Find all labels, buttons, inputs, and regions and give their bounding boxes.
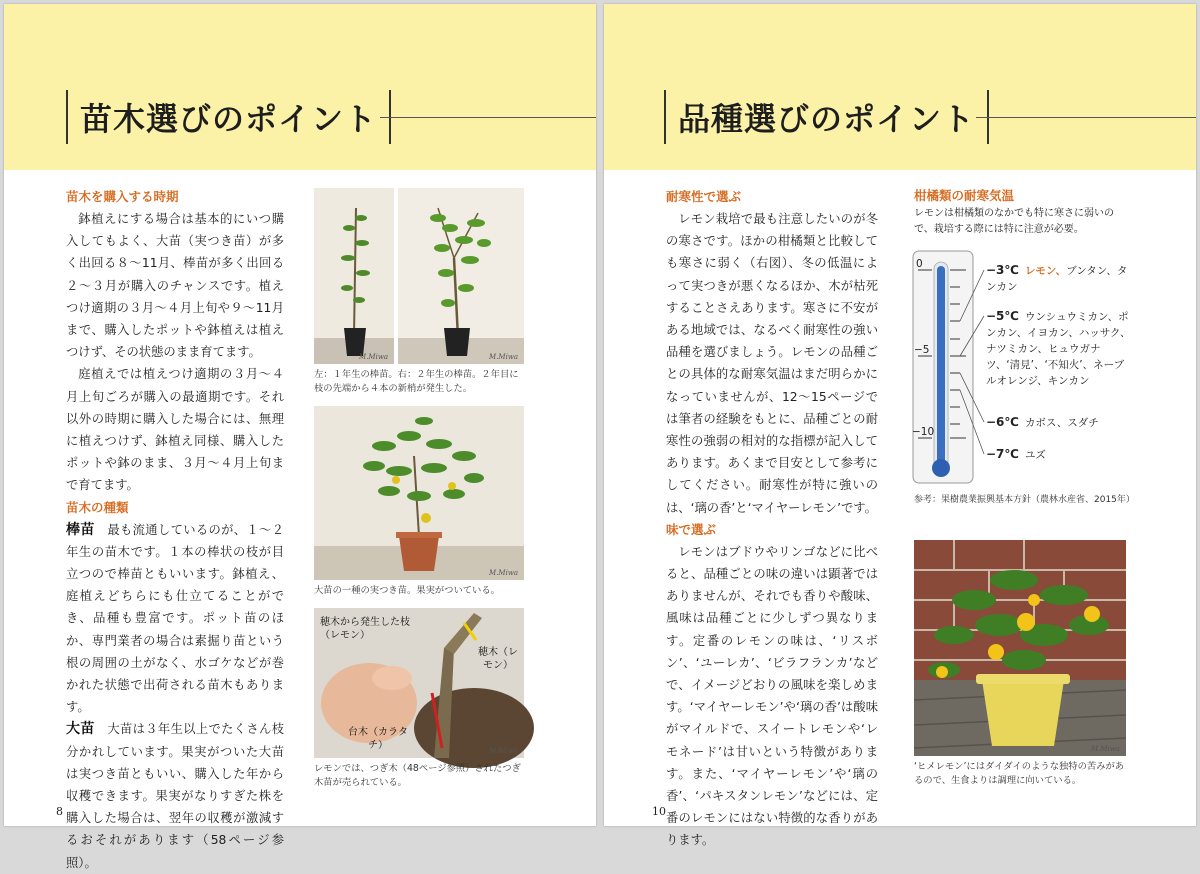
term-paragraph (66, 519, 284, 719)
paragraph: レモンはブドウやリンゴなどに比べると、品種ごとの味の違いは顕著ではありませんが、それでも香りや酸味、風味は品種ごとに少しずつ異なります。定番のレモンの味は、‘リスボン’、‘ユーレカ’、‘ビラフランカ’などで、イメージどおりの風味を楽しめます。‘マイヤーレモン’や‘璃の香’は酸味がマイルドで、スイートレモンや‘レモネード’は甘いという特徴があります。また、‘マイヤーレモン’や‘璃の香’、‘パキスタンレモン’などには、定番のレモンにはない特徴的な香りがあります。 (666, 544, 878, 848)
temp-varieties: ブンタン、タンカン (986, 265, 1128, 293)
section-heading: 苗木の種類 (66, 499, 129, 515)
temp-value: −3℃ (986, 263, 1019, 277)
reference-note: 参考：果樹農業振興基本方針（農林水産省、2015年） (914, 495, 1135, 505)
right-page (604, 4, 1196, 848)
page-number: 10 (652, 805, 666, 818)
temp-value: −7℃ (986, 447, 1019, 461)
photo-credit: M.Miwa (1091, 745, 1120, 753)
photo-caption: 大苗の一種の実つき苗。果実がついている。 (314, 585, 500, 596)
title-band (604, 4, 1196, 170)
temp-value: −5℃ (986, 309, 1019, 323)
label-scion-shoot: 穂木から発生した枝（レモン） (320, 617, 410, 641)
photo-caption: 左：１年生の棒苗。右：２年生の棒苗。２年目に枝の先端から４本の新梢が発生した。 (314, 369, 519, 394)
photo-caption: レモンでは、つぎ木（48ページ参照）されたつぎ木苗が売られている。 (314, 763, 521, 788)
term-text: 大苗は３年生以上でたくさん枝分かれしています。果実がついた大苗は実つき苗ともいい、購入した年から収穫できます。果実がなりすぎた株を購入した場合は、翌年の収穫が激減するおそれがあります（58ページ参照）。 (66, 722, 284, 870)
left-page (4, 4, 596, 870)
thermometer-graphic (912, 250, 974, 484)
page-title: 品種選びのポイント (664, 90, 989, 144)
main-text-column (66, 186, 284, 874)
photo-credit: M.Miwa (489, 747, 518, 755)
label-scion: 穂木（レモン） (478, 647, 518, 671)
label-rootstock: 台木（カラタチ） (348, 727, 408, 751)
scale-label-minus10: −10 (912, 426, 935, 438)
photo-fruiting-seedling (314, 406, 524, 580)
temp-varieties: カボス、スダチ (1024, 417, 1099, 429)
scale-label-0: 0 (916, 258, 923, 270)
term-label: 大苗 (66, 721, 95, 738)
term-label: 棒苗 (66, 521, 95, 538)
section-heading: 苗木を購入する時期 (66, 189, 179, 204)
main-text-column (666, 186, 878, 852)
temp-entry (986, 446, 1134, 463)
section-heading: 耐寒性で選ぶ (666, 189, 742, 204)
term-text: 最も流通しているのが、１～２年生の苗木です。１本の棒状の枝が目立つので棒苗ともいいます。鉢植え、庭植えどちらにも仕立てることができ、品種も豊富です。ポット苗のほか、専門業者の場合は素掘り苗という根の周囲の土がなく、水ゴケなどが巻かれた状態で出荷される苗木もあります。 (66, 522, 284, 715)
page-title: 苗木選びのポイント (66, 90, 391, 144)
temp-varieties: ウンシュウミカン、ポンカン、イヨカン、ハッサク、ナツミカン、ヒュウガナツ、‘清見’、‘不知火’、ネーブルオレンジ、キンカン (986, 311, 1131, 387)
photo-credit: M.Miwa (359, 353, 388, 361)
paragraph: レモン栽培で最も注意したいのが冬の寒さです。ほかの柑橘類と比較しても寒さに弱く（右図）、冬の低温によって実つきが悪くなるほか、木が枯死することさえあります。寒さに不安がある地域では、なるべく耐寒性の強い品種を選びましょう。レモンの品種ごとの具体的な耐寒気温はまだ明らかになっていませんが、12～15ページでは筆者の経験をもとに、品種ごとの耐寒性の強弱の相対的な指標が記入してあります。あくまで目安として参考にしてください。耐寒性が特に強いのは、‘璃の香’と‘マイヤーレモン’です。 (666, 212, 878, 515)
paragraph: 庭植えでは植えつけ適期の３月～４月上旬ごろが購入の最適期です。それ以外の時期に購入した場合には、無理に植えつけず、鉢植え同様、購入したポットや鉢のまま、３月～４月上旬まで育てます。 (66, 367, 284, 493)
highlight-variety: レモン、 (1024, 265, 1067, 277)
title-rule (976, 117, 1196, 118)
temp-entry (986, 414, 1134, 431)
temp-varieties: ユズ (1024, 449, 1046, 461)
paragraph: 鉢植えにする場合は基本的にいつ購入してもよく、大苗（実つき苗）が多く出回る８～11月、棒苗が多く出回る２～３月が購入のチャンスです。植えつけ適期の３月～４月上旬や９～11月まで、購入したポットや鉢植えは植えつけず、その状態のまま育てます。 (66, 212, 284, 360)
title-band (4, 4, 596, 170)
page-number: 8 (56, 805, 63, 818)
title-rule (380, 117, 596, 118)
photo-caption: ‘ヒメレモン’にはダイダイのような独特の苦みがあるので、生食よりは調理に向いている。 (914, 761, 1125, 786)
photo-seedling-2yr (398, 188, 524, 364)
section-heading: 味で選ぶ (666, 521, 717, 537)
photo-seedling-1yr (314, 188, 394, 364)
photo-grafted-seedling (314, 608, 524, 758)
photo-credit: M.Miwa (489, 569, 518, 577)
thermometer-intro: レモンは柑橘類のなかでも特に寒さに弱いので、栽培する際には特に注意が必要。 (914, 208, 1114, 235)
thermometer-heading: 柑橘類の耐寒気温 (914, 188, 1015, 203)
temp-value: −6℃ (986, 415, 1019, 429)
term-paragraph (66, 718, 284, 873)
temp-entry (986, 308, 1134, 389)
temp-entry (986, 262, 1134, 295)
photo-credit: M.Miwa (489, 353, 518, 361)
photo-hime-lemon (914, 540, 1126, 756)
scale-label-minus5: −5 (914, 344, 930, 356)
